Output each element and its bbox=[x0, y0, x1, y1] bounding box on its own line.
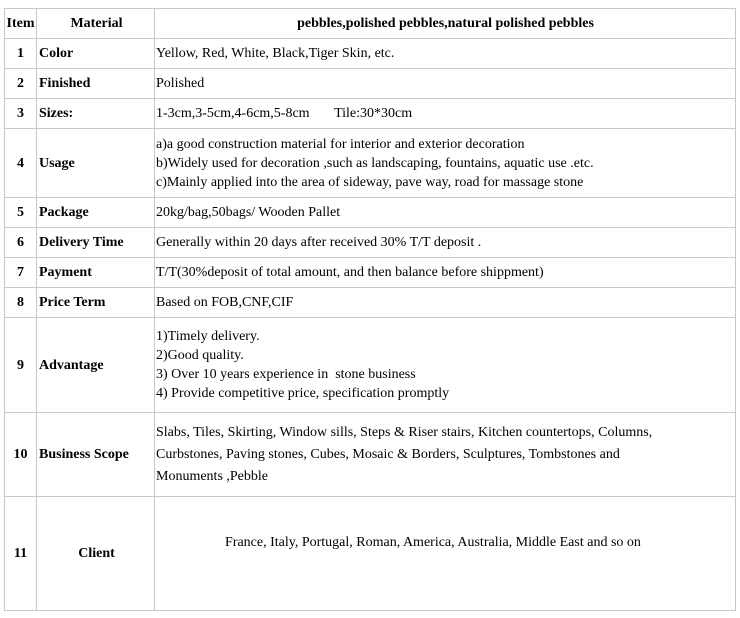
row-label: Client bbox=[37, 497, 155, 611]
row-label: Advantage bbox=[37, 318, 155, 413]
row-label: Business Scope bbox=[37, 413, 155, 497]
row-number: 9 bbox=[5, 318, 37, 413]
row-number: 3 bbox=[5, 99, 37, 129]
row-number: 2 bbox=[5, 69, 37, 99]
row-value-line: Generally within 20 days after received 30% T/T deposit . bbox=[156, 235, 482, 250]
table-header-row bbox=[5, 9, 736, 39]
table-row bbox=[5, 288, 736, 318]
header-item: Item bbox=[5, 9, 37, 39]
row-number: 10 bbox=[5, 413, 37, 497]
table-row bbox=[5, 39, 736, 69]
row-value-line: Slabs, Tiles, Skirting, Window sills, Steps & Riser stairs, Kitchen countertops, Columns, bbox=[156, 424, 653, 440]
row-value-line: Yellow, Red, White, Black,Tiger Skin, etc. bbox=[156, 46, 395, 61]
row-number: 11 bbox=[5, 497, 37, 611]
row-value bbox=[155, 497, 736, 611]
table-row bbox=[5, 497, 736, 611]
row-value bbox=[155, 258, 736, 288]
row-value bbox=[155, 318, 736, 413]
table-row bbox=[5, 258, 736, 288]
row-label: Package bbox=[37, 198, 155, 228]
row-value-line: Curbstones, Paving stones, Cubes, Mosaic & Borders, Sculptures, Tombstones and bbox=[156, 446, 620, 462]
row-value bbox=[155, 198, 736, 228]
header-description: pebbles,polished pebbles,natural polished pebbles bbox=[155, 9, 736, 39]
header-material: Material bbox=[37, 9, 155, 39]
row-value-line: Monuments ,Pebble bbox=[156, 468, 268, 484]
row-value bbox=[155, 413, 736, 497]
row-value bbox=[155, 99, 736, 129]
row-value-line: 3) Over 10 years experience in stone business bbox=[156, 367, 416, 382]
row-value-line: 1)Timely delivery. bbox=[156, 329, 260, 344]
row-number: 5 bbox=[5, 198, 37, 228]
table-row bbox=[5, 129, 736, 198]
row-value bbox=[155, 69, 736, 99]
product-spec-table bbox=[4, 8, 736, 611]
row-value bbox=[155, 39, 736, 69]
row-value-line: Polished bbox=[156, 76, 205, 91]
row-value-line: T/T(30%deposit of total amount, and then balance before shippment) bbox=[156, 265, 544, 280]
row-value bbox=[155, 129, 736, 198]
row-value bbox=[155, 228, 736, 258]
row-label: Color bbox=[37, 39, 155, 69]
row-number: 8 bbox=[5, 288, 37, 318]
row-number: 6 bbox=[5, 228, 37, 258]
row-value-line: 4) Provide competitive price, specification promptly bbox=[156, 386, 450, 401]
row-label: Finished bbox=[37, 69, 155, 99]
table-row bbox=[5, 318, 736, 413]
row-value-line: c)Mainly applied into the area of sideway, pave way, road for massage stone bbox=[156, 174, 584, 190]
row-number: 1 bbox=[5, 39, 37, 69]
row-value-line: 20kg/bag,50bags/ Wooden Pallet bbox=[156, 205, 341, 220]
row-label: Delivery Time bbox=[37, 228, 155, 258]
row-number: 7 bbox=[5, 258, 37, 288]
row-label: Usage bbox=[37, 129, 155, 198]
row-value-line: 1-3cm,3-5cm,4-6cm,5-8cm Tile:30*30cm bbox=[156, 106, 413, 121]
row-value-line: b)Widely used for decoration ,such as landscaping, fountains, aquatic use .etc. bbox=[156, 155, 594, 171]
row-value bbox=[155, 288, 736, 318]
row-label: Payment bbox=[37, 258, 155, 288]
row-number: 4 bbox=[5, 129, 37, 198]
row-value-line: a)a good construction material for interior and exterior decoration bbox=[156, 136, 525, 152]
table-row bbox=[5, 198, 736, 228]
table-row bbox=[5, 228, 736, 258]
row-label: Sizes: bbox=[37, 99, 155, 129]
row-value-line: France, Italy, Portugal, Roman, America, Australia, Middle East and so on bbox=[225, 535, 641, 550]
table-row bbox=[5, 413, 736, 497]
row-label: Price Term bbox=[37, 288, 155, 318]
row-value-line: 2)Good quality. bbox=[156, 348, 244, 363]
table-row bbox=[5, 69, 736, 99]
row-value-line: Based on FOB,CNF,CIF bbox=[156, 295, 294, 310]
table-row bbox=[5, 99, 736, 129]
